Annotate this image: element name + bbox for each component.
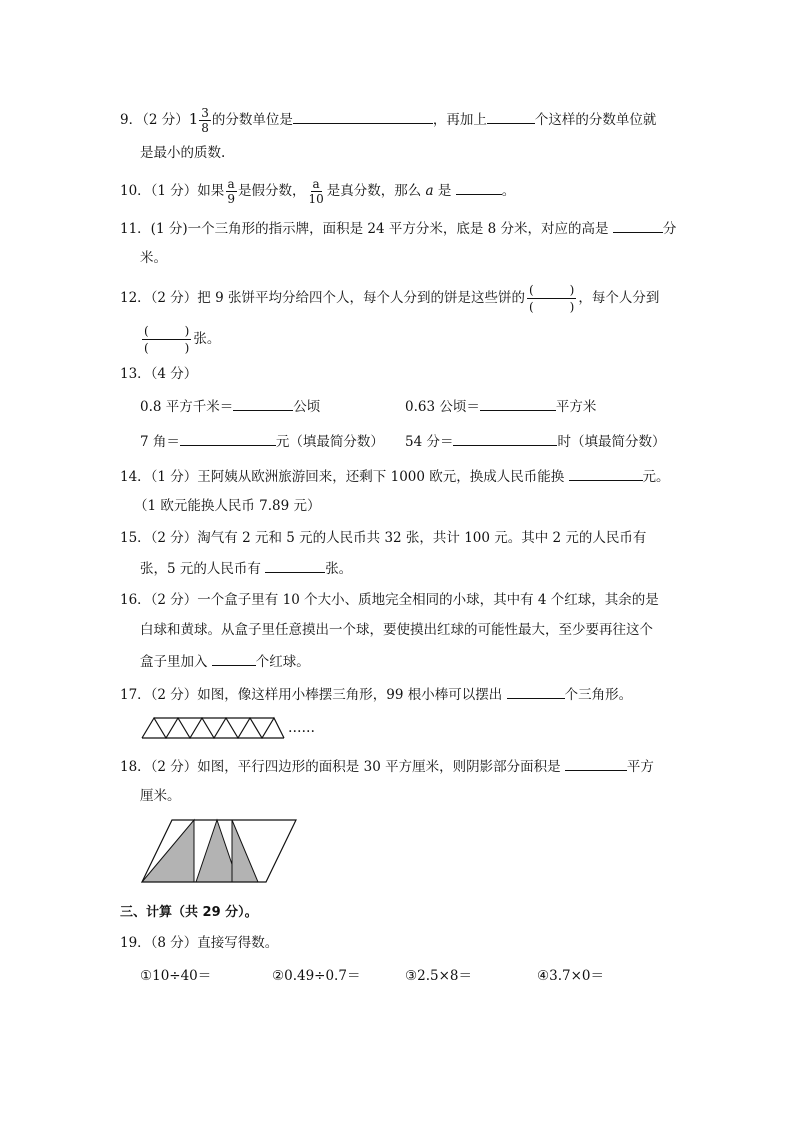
question-13-d: 54 分＝ 时（填最简分数） (405, 431, 665, 452)
ellipsis: …… (288, 720, 315, 736)
parallelogram-figure (140, 818, 300, 884)
question-18: 18．（2 分）如图，平行四边形的面积是 30 平方厘米，则阴影部分面积是 平方 (120, 756, 654, 777)
calc-item-1: ①10÷40＝ (140, 968, 212, 984)
answer-blank-13c[interactable] (180, 431, 276, 446)
question-16-line3: 盒子里加入 个红球。 (140, 651, 310, 672)
question-19: 19．（8 分）直接写得数。 (120, 935, 279, 951)
answer-blank-16[interactable] (212, 651, 256, 666)
answer-blank-11[interactable] (613, 218, 663, 233)
stick-triangles-zigzag (142, 718, 284, 738)
question-15: 15．（2 分）淘气有 2 元和 5 元的人民币共 32 张，共计 100 元。其中 2 元的人民币有 (120, 530, 647, 546)
answer-blank-13d[interactable] (453, 431, 557, 446)
paren-fraction-a[interactable]: $\frac{( )}{( )}$ (528, 283, 575, 314)
question-11-line2: 米。 (140, 250, 167, 266)
question-12-line2: $\frac{( )}{( )}$ 张。 (144, 324, 221, 355)
question-13-b: 0.63 公顷＝ 平方米 (405, 396, 596, 417)
question-13: 13．（4 分） (120, 366, 198, 382)
question-15-line2: 张，5 元的人民币有 张。 (140, 558, 352, 579)
question-9: 9．（2 分）1 $\frac{3}{8}$ 的分数单位是 ，再加上 个这样的分数单位就 (120, 106, 657, 135)
fraction-a-over-10: $\frac{a}{10}$ (308, 177, 324, 206)
answer-blank-14[interactable] (569, 466, 643, 481)
question-13-a: 0.8 平方千米＝ 公顷 (140, 396, 320, 417)
calc-item-3: ③2.5×8＝ (405, 968, 472, 984)
answer-blank-9b[interactable] (487, 109, 535, 124)
stick-triangles-figure (140, 716, 285, 740)
mixed-number: 1 $\frac{3}{8}$ (188, 106, 209, 135)
calc-item-4: ④3.7×0＝ (537, 968, 604, 984)
question-12: 12．（2 分）把 9 张饼平均分给四个人，每个人分到的饼是这些饼的 $\frac{( )}{( )}$ ，每个人分到 (120, 283, 660, 314)
question-13-c: 7 角＝ 元（填最简分数） (140, 431, 384, 452)
question-11: 11．(1 分)一个三角形的指示牌，面积是 24 平方分米，底是 8 分米，对应的高是 分 (120, 218, 676, 239)
question-14: 14．（1 分）王阿姨从欧洲旅游回来，还剩下 1000 欧元，换成人民币能换 元。 (120, 466, 670, 487)
answer-blank-10[interactable] (456, 180, 502, 195)
question-10: 10．（1 分）如果 $\frac{a}{9}$ 是假分数， $\frac{a}{10}$ 是真分数，那么 a 是 。 (120, 177, 516, 206)
question-14-line2: （1 欧元能换人民币 7.89 元） (134, 498, 321, 514)
paren-fraction-b[interactable]: $\frac{( )}{( )}$ (144, 324, 190, 355)
calc-item-2: ②0.49÷0.7＝ (272, 968, 361, 984)
fraction-a-over-9: $\frac{a}{9}$ (227, 177, 235, 206)
question-16-line2: 白球和黄球。从盒子里任意摸出一个球，要使摸出红球的可能性最大，至少要再往这个 (140, 622, 653, 638)
shaded-triangle-3 (232, 820, 258, 882)
answer-blank-15[interactable] (265, 558, 325, 573)
answer-blank-17[interactable] (507, 684, 565, 699)
answer-blank-9a[interactable] (293, 109, 433, 124)
answer-blank-13a[interactable] (233, 396, 293, 411)
answer-blank-13b[interactable] (480, 396, 556, 411)
section-title-calculation: 三、计算（共 29 分）。 (120, 905, 258, 920)
answer-blank-18[interactable] (565, 756, 627, 771)
question-16: 16．（2 分）一个盒子里有 10 个大小、质地完全相同的小球，其中有 4 个红球，其余的是 (120, 592, 659, 608)
question-18-line2: 厘米。 (140, 788, 181, 804)
question-17: 17．（2 分）如图，像这样用小棒摆三角形，99 根小棒可以摆出 个三角形。 (120, 684, 632, 705)
question-9-line2: 是最小的质数. (140, 145, 226, 161)
